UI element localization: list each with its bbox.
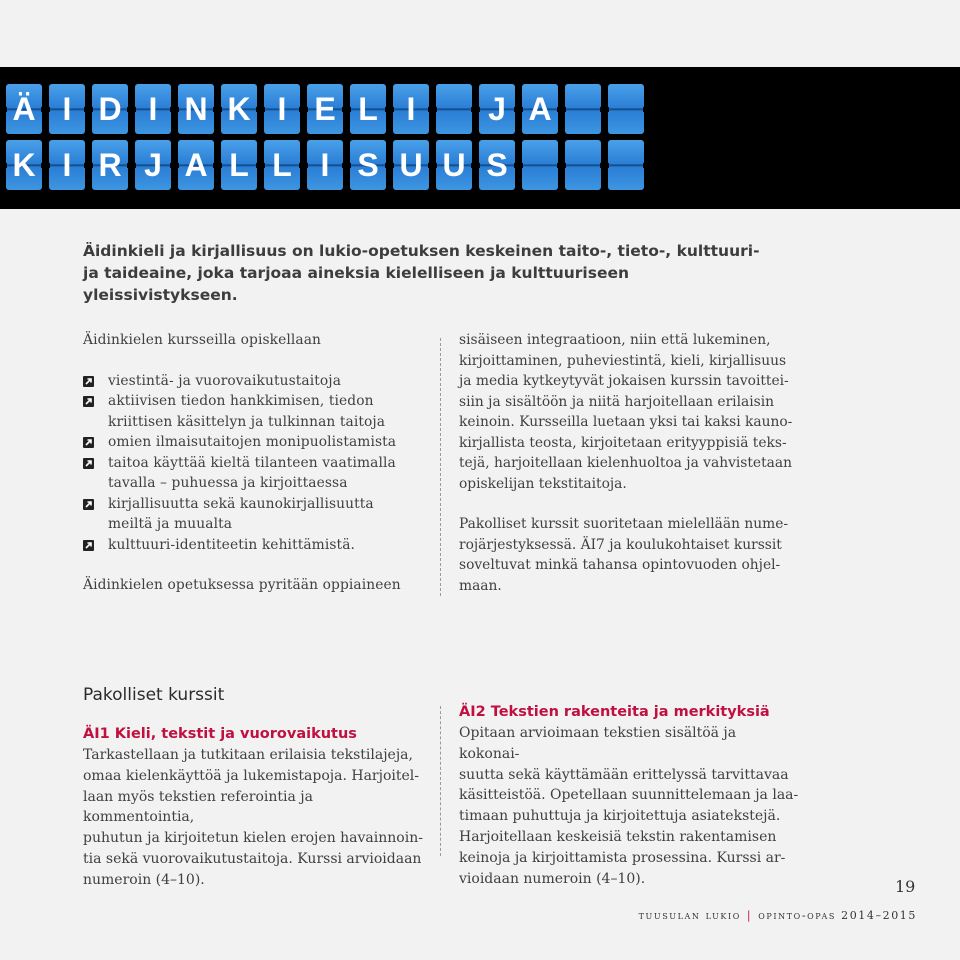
text-line: suutta sekä käyttämään erittelyssä tarvittavaa: [459, 766, 789, 783]
title-flap: [608, 84, 644, 134]
bullet-item: [83, 371, 428, 392]
column-divider: [440, 338, 441, 596]
text-line: laan myös tekstien referointia ja kommentointia,: [83, 788, 313, 826]
course-ai2: [459, 702, 799, 889]
bullet-text: viestintä- ja vuorovaikutustaitoja: [108, 372, 342, 389]
text-line: tejä, harjoitellaan kielenhuoltoa ja vahvistetaan: [459, 455, 792, 471]
lead-text: Äidinkielen kursseilla opiskellaan: [83, 332, 322, 348]
text-line: numeroin (4–10).: [83, 871, 205, 888]
title-flap: R: [92, 140, 128, 190]
bullet-item: [83, 453, 428, 494]
title-flap: L: [350, 84, 386, 134]
bullet-item: [83, 535, 428, 556]
intro-paragraph: [83, 240, 783, 306]
title-flap: U: [436, 140, 472, 190]
title-flap: S: [479, 140, 515, 190]
title-row-2: [6, 140, 644, 190]
title-flap: L: [221, 140, 257, 190]
text-line: opiskelijan tekstitaitoja.: [459, 475, 627, 492]
text-line: vioidaan numeroin (4–10).: [459, 870, 646, 887]
title-flap: A: [522, 84, 558, 134]
title-banner: [0, 67, 960, 209]
arrow-icon: [83, 437, 94, 448]
text-line: siin ja sisältöön ja niitä harjoitellaan erilaisin: [459, 393, 775, 410]
title-flap: [436, 84, 472, 134]
text-line: Opitaan arvioimaan tekstien sisältöä ja kokonai-: [459, 725, 737, 762]
right-column: [459, 330, 799, 596]
title-flap: [522, 140, 558, 190]
closing-text: Äidinkielen opetuksessa pyritään oppiaineen: [83, 577, 401, 593]
text-line: keinoin. Kursseilla luetaan yksi tai kaksi kauno-: [459, 414, 793, 430]
text-line: puhutun ja kirjoitetun kielen erojen havainnoin-: [83, 830, 423, 847]
course-title: ÄI2 Tekstien rakenteita ja merkityksiä: [459, 704, 770, 720]
title-flap: K: [6, 140, 42, 190]
bullet-text: kriittisen käsittelyn ja tulkinnan taitoja: [108, 413, 386, 430]
title-flap: D: [92, 84, 128, 134]
arrow-icon: [83, 499, 94, 510]
title-row-1: [6, 84, 644, 134]
title-flap: N: [178, 84, 214, 134]
text-line: omaa kielenkäyttöä ja lukemistapoja. Harjoitel-: [83, 767, 419, 784]
text-line: kirjallista teosta, kirjoitetaan erityyppisiä teks-: [459, 434, 787, 451]
title-flap: K: [221, 84, 257, 134]
section-heading: Pakolliset kurssit: [83, 685, 225, 705]
course-description: [459, 723, 799, 889]
title-flap: [565, 140, 601, 190]
text-line: ja media kytkeytyvät jokaisen kurssin tavoittei-: [459, 373, 789, 389]
title-flap: I: [307, 140, 343, 190]
title-flap: E: [307, 84, 343, 134]
bullet-list: [83, 371, 428, 556]
text-line: Pakolliset kurssit suoritetaan mielellään nume-: [459, 516, 789, 532]
text-line: Harjoitellaan keskeisiä tekstin rakentamisen: [459, 828, 777, 845]
title-flap: [608, 140, 644, 190]
arrow-icon: [83, 458, 94, 469]
left-column: [83, 330, 428, 596]
bullet-text: taitoa käyttää kieltä tilanteen vaatimalla: [108, 454, 396, 471]
column-divider-2: [440, 706, 441, 856]
text-line: maan.: [459, 577, 502, 594]
text-line: soveltuvat minkä tahansa opintovuoden ohjel-: [459, 557, 781, 573]
title-flap: U: [393, 140, 429, 190]
footer-guide: opinto-opas 2014–2015: [758, 909, 917, 922]
course-ai1: [83, 724, 423, 891]
intro-line: Äidinkieli ja kirjallisuus on lukio-opetuksen keskeinen taito-, tieto-, kulttuuri-: [83, 242, 760, 260]
text-line: käsitteistöä. Opetellaan suunnittelemaan ja laa-: [459, 787, 799, 804]
text-line: tia sekä vuorovaikutustaitoja. Kurssi arvioidaan: [83, 850, 422, 867]
text-line: Tarkastellaan ja tutkitaan erilaisia tekstilajeja,: [83, 747, 413, 763]
integration-paragraph: [459, 330, 799, 494]
course-description: [83, 745, 423, 891]
arrow-icon: [83, 540, 94, 551]
title-flap: A: [178, 140, 214, 190]
footer: [639, 909, 917, 922]
bullet-text: omien ilmaisutaitojen monipuolistamista: [108, 434, 397, 450]
course-title: ÄI1 Kieli, tekstit ja vuorovaikutus: [83, 726, 357, 742]
bullet-text: meiltä ja muualta: [108, 516, 233, 532]
text-line: keinoja ja kirjoittamista prosessina. Kurssi ar-: [459, 849, 786, 866]
bullet-text: kulttuuri-identiteetin kehittämistä.: [108, 536, 356, 553]
arrow-icon: [83, 376, 94, 387]
bullet-text: aktiivisen tiedon hankkimisen, tiedon: [108, 393, 374, 409]
title-flap: I: [135, 84, 171, 134]
bullet-item: [83, 432, 428, 453]
text-line: rojärjestyksessä. ÄI7 ja koulukohtaiset kurssit: [459, 536, 782, 553]
arrow-icon: [83, 396, 94, 407]
page-number: 19: [895, 877, 916, 896]
text-line: kirjoittaminen, puheviestintä, kieli, kirjallisuus: [459, 352, 787, 369]
footer-separator: |: [746, 909, 753, 922]
title-flap: I: [49, 140, 85, 190]
text-line: sisäiseen integraatioon, niin että lukeminen,: [459, 332, 771, 348]
title-flap: J: [135, 140, 171, 190]
title-flap: [565, 84, 601, 134]
bullet-text: tavalla – puhuessa ja kirjoittaessa: [108, 475, 348, 491]
title-flap: Ä: [6, 84, 42, 134]
title-flap: I: [393, 84, 429, 134]
bullet-item: [83, 391, 428, 432]
footer-school: tuusulan lukio: [638, 909, 741, 922]
title-flap: J: [479, 84, 515, 134]
bullet-item: [83, 494, 428, 535]
title-flap: I: [264, 84, 300, 134]
title-flap: S: [350, 140, 386, 190]
title-flap: I: [49, 84, 85, 134]
title-flap: L: [264, 140, 300, 190]
courses-order-paragraph: [459, 514, 799, 596]
bullet-text: kirjallisuutta sekä kaunokirjallisuutta: [108, 495, 374, 512]
intro-line: ja taideaine, joka tarjoaa aineksia kielelliseen ja kulttuuriseen yleissivistykseen.: [83, 264, 630, 304]
text-line: timaan puhuttuja ja kirjoitettuja asiatekstejä.: [459, 808, 781, 825]
